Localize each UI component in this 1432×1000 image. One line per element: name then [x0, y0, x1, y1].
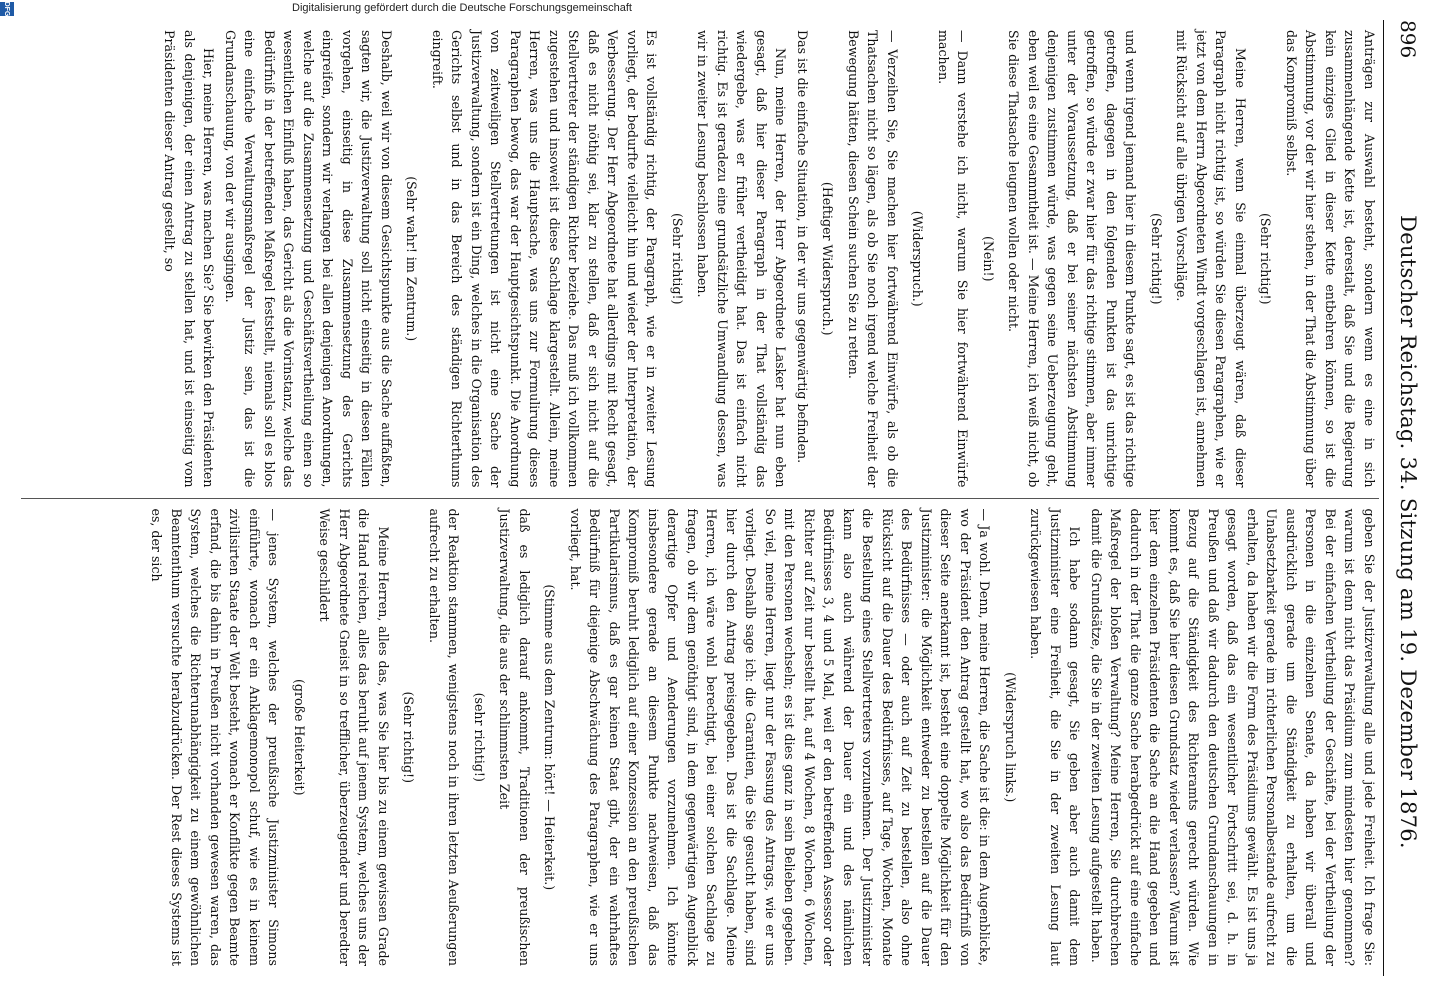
interjection: (Widerspruch.)	[910, 210, 926, 307]
running-title: Deutscher Reichstag. 34. Sitzung am 19. Dezember 1876.	[1396, 215, 1420, 849]
paragraph: — jenes System, welches der preußische Justizminister Simons einführte, wonach er ein Anklagemonopol schuf, wie es in keinem zivilisirten Staate der Welt besteht, wonach er Konflikte gegen Beamte erfand, die bis dahin in Preußen nicht vorhanden gewesen waren, das System, welches die Richterunabhängigkeit zu einem gewöhnlichen Beamtenthum versuchte herabzudrücken. Der Rest dieses Systems ist es, der sich	[149, 508, 282, 966]
interjection: (Sehr wahr! im Zentrum.)	[404, 176, 420, 342]
paragraph: Ich habe sodann gesagt, Sie geben aber auch damit dem Justizminister eine Freiheit, die Sie in der zweiten Lesung laut zurückgewiesen haben.	[1028, 508, 1083, 966]
interjection: (große Heiterkeit)	[292, 678, 307, 796]
interjection: (Sehr richtig!)	[401, 691, 417, 783]
paragraph: geben Sie der Justizverwaltung alle und jede Freiheit. Ich frage Sie: warum ist denn nicht das Präsidium zum mindesten hier genommen? Bei der einfachen Vertheilung der Geschäfte, bei der Vertheilung der Personen in die einzelnen Senate, da haben wir überall und ausdrücklich gerade um die Ständigkeit zu erhalten, um die Unabsetzbarkeit gerade im richterlichen Personalbestande aufrecht zu erhalten, da haben wir die Form des Präsidiums gewählt. Es ist uns ja gesagt worden, daß das ein wesentlicher Fortschritt sei, d. h. in Preußen und daß wir dadurch den deutschen Grundanschauungen in Bezug auf die Ständigkeit des Richteramts gerecht würden. Wie kommt es, daß Sie hier diesen Grundsatz wieder verlassen? Warum ist hier dem einzelnen Präsidenten die Sache an die Hand gegeben und dadurch in der That die ganze Sache herabgedrückt auf eine einfache Maßregel der bloßen Verwaltung? Meine Herren, Sie durchbrechen damit die Grundsätze, die Sie in der zweiten Lesung aufgestellt haben.	[1089, 508, 1377, 966]
paragraph: Meine Herren, alles das, was Sie hier bis zu einem gewissen Grade die Hand reichen, alles das beruht auf jenem System, welches uns der Herr Abgeordnete Gneist in so trefflicher, überzeugender und beredter Weise geschildert	[317, 508, 391, 966]
digitization-note: Digitalisierung gefördert durch die Deutsche Forschungsgemeinschaft	[292, 2, 632, 14]
interjection: (Sehr richtig!)	[670, 213, 685, 305]
paragraph: daß es lediglich darauf ankommt, Traditionen der preußischen Justizverwaltung, die aus der schlimmsten Zeit	[497, 508, 532, 966]
paragraph: — Ja wohl. Denn, meine Herren, die Sache ist die: in dem Augenblicke, wo der Präsident den Antrag gestellt hat, wo also das Bedürfniß von dieser Seite anerkannt ist, besteht eine doppelte Möglichkeit für den Justizminister: die Möglichkeit entweder zu bestellen auf die Dauer des Bedürfnisses — oder auch auf Zeit zu bestellen, also ohne Rücksicht auf die Dauer des Bedürfnisses, auf Tage, Wochen, Monate die Bestellung eines Stellvertreters vorzunehmen. Der Justizminister kann also auch während der Dauer ein und des nämlichen Bedürfnisses 3, 4 und 5 Mal, weil er den betreffenden Assessor oder Richter auf Zeit nur bestellt hat, auf 4 Wochen, 8 Wochen, 6 Wochen, mit den Personen wechseln; es ist dies ganz in sein Belieben gegeben. So viel, meine Herren, liegt nur der Fassung des Antrags, wie er uns vorliegt. Deshalb sage ich: die Garantien, die Sie gesucht haben, sind hier durch den Antrag preisgegeben. Das ist die Sachlage. Meine Herren, ich wäre wohl berechtigt, bei einer solchen Sachlage zu fragen, ob wir dem genöthigt sind, in dem gegenwärtigen Augenblick derartige Opfer und Aenderungen vorzunehmen. Ich könnte insbesondere gerade an diesem Punkte nachweisen, daß das Kompromiß beruht lediglich auf einer Konzession an den preußischen Partikularismus, daß es gar keinen Staat gibt, der ein wahrhaftes Bedürfniß für diejenige Abschwächung des Paragraphen, wie er uns vorliegt, hat.	[568, 508, 993, 966]
page-header	[1383, 20, 1420, 976]
column-right	[21, 498, 1379, 977]
column-left	[21, 20, 1379, 498]
interjection: (Heftiger Widerspruch.)	[820, 181, 836, 336]
paragraph: Meine Herren, wenn Sie einmal überzeugt wären, daß dieser Paragraph nicht richtig ist, so würden Sie diesen Paragraphen, wie er jetzt von dem Herrn Abgeordneten Windt vorgeschlagen ist, annehmen mit Rücksicht auf alle übrigen Vorschläge.	[1174, 30, 1248, 488]
paragraph: Das ist die einfache Situation, in der wir uns gegenwärtig befinden.	[795, 30, 810, 464]
interjection: (sehr richtig!)	[472, 692, 487, 782]
page-number: 896	[1396, 20, 1420, 59]
paragraph: — Verzeihen Sie, Sie machen hier fortwährend Einwürfe, als ob die Thatsachen nicht so lägen, als ob Sie noch irgend welche Freiheit der Bewegung hätten, diesen Schein suchen Sie zu retten.	[846, 30, 900, 488]
paragraph: Anträgen zur Auswahl besteht, sondern wenn es eine in sich zusammenhängende Kette ist, derestalt, daß Sie und die Regierung kein einziges Glied in dieser Kette entbehren können, so ist die Abstimmung, vor der wir hier stehen, in der That die Abstimmung über das Kompromiß selbst.	[1284, 30, 1377, 488]
paragraph: Es ist vollständig richtig, der Paragraph, wie er in zweiter Lesung vorliegt, der bedurfte vielleicht hin und wieder der Interpretation, der Verbesserung. Der Herr Abgeordnete hat allerdings mit Recht gesagt, daß es nicht nöthig sei, klar zu stellen, daß er sich nicht auf die Stellvertreter der ständigen Richter beziehe. Das muß ich vollkommen zugestehen und insoweit ist diese Sachlage klargestellt. Allein, meine Herren, was uns die Hauptsache, was uns zur Formulirung dieses Paragraphen bewog, das war der Hauptgesichtspunkt. Die Anordnung von zeitweiligen Stellvertretungen ist nicht eine Sache der Justizverwaltung, sondern ist ein Ding, welches in die Organisation des Gerichts selbst und in das Bereich des ständigen Richterthums eingreift.	[430, 30, 660, 488]
interjection: (Nein!)	[981, 236, 996, 282]
paragraph: — Dann verstehe ich nicht, warum Sie hier fortwährend Einwürfe machen.	[936, 30, 971, 488]
interjection: (Sehr richtig!)	[1149, 213, 1164, 305]
paragraph: Hier, meine Herren, was machen Sie? Sie bewirken den Präsidenten als denjenigen, der einen Antrag zu stellen hat, und ist einseitig vom Präsidenten dieser Antrag gestellt, so	[162, 30, 217, 488]
dfg-logo-icon: DFG	[0, 2, 14, 16]
paragraph: der Reaktion stammen, wenigstens noch in ihren letzten Aeußerungen aufrecht zu erhalten.	[427, 508, 462, 966]
interjection: (Stimme aus dem Zentrum: hört! — Heiterkeit.)	[542, 584, 558, 891]
paragraph: und wenn irgend jemand hier in diesem Punkte sagt, es ist das richtige getroffen, dagegen in den folgenden Punkten ist das unrichtige getroffen, so würde er zwar hier für das richtige stimmen, aber immer unter der Voraussetzung, daß er bei seiner nächsten Abstimmung denjenigen zustimmen würde, was gegen seine Ueberzeugung geht, eben weil es eine Gesammtheit ist. — Meine Herren, ich weiß nicht, ob Sie diese Thatsache leugnen wollen oder nicht.	[1006, 30, 1139, 488]
text-columns	[21, 20, 1379, 976]
interjection: (Sehr richtig!)	[1258, 213, 1274, 305]
paragraph: Deshalb, weil wir von diesem Gesichtspunkte aus die Sache auffaßten, sagten wir, die Justizverwaltung soll nicht einseitig in diesen Fällen vorgehen, einseitig in diese Zusammensetzung des Gerichts eingreifen, sondern wir verlangen bei allen denjenigen Anordnungen, welche auf die Zusammensetzung und Geschäftsvertheilung einen so wesentlichen Einfluß haben, das Gericht als die Vorinstanz, welche das Bedürfniß in der betreffenden Maßregel feststellt, niemals soll es blos eine einfache Verwaltungsmaßregel der Justiz sein, das ist die Grundanschauung, von der wir ausgingen.	[223, 30, 394, 488]
interjection: (Widerspruch links.)	[1003, 672, 1018, 803]
paragraph: Nun, meine Herren, der Herr Abgeordnete Lasker hat nun eben gesagt, daß hier dieser Paragraph in der That vollständig das wiedergebe, was er früher vertheidigt hat. Das ist einfach nicht richtig. Es ist geradezu eine grundsätzliche Umwandlung dessen, was wir in zweiter Lesung beschlossen haben.	[695, 30, 789, 488]
